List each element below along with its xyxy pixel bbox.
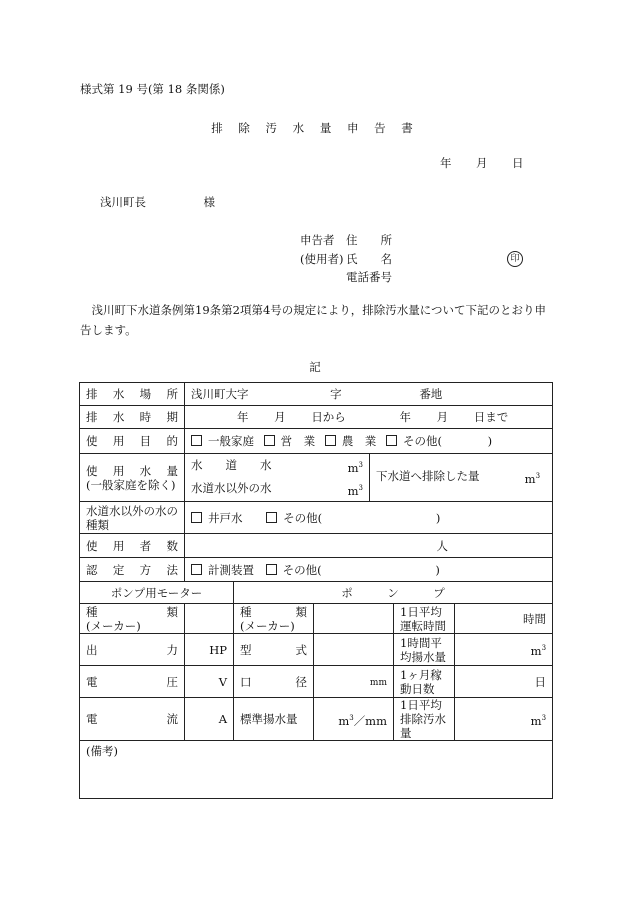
date-month: 月 [476, 156, 488, 170]
checkbox-icon[interactable] [266, 564, 277, 575]
row-type [80, 604, 553, 634]
model-label: 型 式 [234, 634, 314, 666]
voltage-value[interactable] [185, 666, 234, 698]
checkbox-icon[interactable] [266, 512, 277, 523]
purpose-option-label: 営 業 [280, 434, 316, 448]
purpose-options [185, 429, 553, 454]
period-label: 排 水 時 期 [80, 406, 185, 429]
row-other-water [80, 502, 553, 534]
pump-type-label [234, 604, 314, 634]
unit-sup: 3 [358, 460, 363, 469]
users-label: 使 用 者 数 [80, 534, 185, 558]
location-aza: 字 [330, 387, 342, 401]
std-pump-label: 標準揚水量 [234, 698, 314, 741]
document-title: 排 除 汚 水 量 申 告 書 [211, 121, 419, 135]
usage-water-row [185, 455, 369, 478]
unit-sup: 3 [535, 472, 541, 480]
declaration-table [79, 382, 553, 799]
usage-label-main: 使 用 水 量 [86, 463, 178, 478]
row-remarks [80, 741, 553, 799]
monthly-days-label: 1ヶ月稼動日数 [394, 666, 455, 698]
remarks-cell[interactable] [80, 741, 553, 799]
caliber-label: 口 径 [234, 666, 314, 698]
water-supply-unit [348, 458, 363, 475]
non-water-supply-cell[interactable] [185, 478, 369, 501]
motor-type-label-main: 種 類 [86, 604, 178, 619]
hourly-pump-value[interactable] [455, 634, 553, 666]
current-unit: A [218, 712, 227, 726]
addressee: 浅川町長 様 [100, 195, 215, 209]
location-label: 排 水 場 所 [80, 383, 185, 406]
checkbox-icon[interactable] [386, 435, 397, 446]
period-to-year: 年 [399, 410, 411, 424]
model-value[interactable] [314, 634, 394, 666]
row-period [80, 406, 553, 429]
phone-label: 電話番号 [346, 270, 392, 284]
voltage-unit: V [218, 674, 227, 689]
pump-header: ポ ン プ [234, 582, 553, 604]
other-water-well[interactable] [191, 511, 243, 525]
usage-nonwater-row [185, 478, 369, 501]
purpose-option-agriculture[interactable] [325, 434, 377, 448]
address-label: 住 所 [346, 233, 392, 247]
date-day: 日 [512, 156, 524, 170]
unit-sup: 3 [349, 713, 354, 722]
seal-icon: 印 [507, 251, 523, 267]
usage-label [80, 454, 185, 502]
row-users [80, 534, 553, 558]
unit-sup: 3 [541, 644, 547, 652]
row-voltage [80, 666, 553, 698]
motor-header: ポンプ用モーター [80, 582, 234, 604]
usage-amounts [185, 454, 370, 502]
users-value[interactable] [185, 534, 553, 558]
sewer-discharge-label: 下水道へ排除した量 [376, 469, 480, 483]
unit-sup: 3 [541, 713, 547, 722]
other-water-option-label: 井戸水 [208, 510, 243, 525]
checkbox-icon[interactable] [191, 435, 202, 446]
seal-mark [507, 250, 523, 267]
row-purpose [80, 429, 553, 454]
unit-m: m [347, 483, 359, 498]
period-from-day: 日から [311, 410, 346, 424]
usage-inner [185, 455, 369, 501]
checkbox-icon[interactable] [191, 564, 202, 575]
other-water-label: 水道水以外の水の種類 [80, 502, 185, 534]
users-unit: 人 [436, 538, 449, 553]
method-options [185, 558, 553, 582]
checkbox-icon[interactable] [264, 435, 275, 446]
purpose-option-label: その他( [402, 434, 442, 448]
unit-m: m [347, 460, 359, 475]
remarks-label: (備考) [86, 744, 118, 758]
unit-sup: 3 [358, 483, 363, 492]
motor-maker-label: (メーカー) [86, 618, 141, 633]
unit-m: m [338, 713, 350, 728]
method-label: 認 定 方 法 [80, 558, 185, 582]
unit-m: m [524, 472, 536, 486]
std-pump-unit: ／mm [353, 713, 387, 728]
purpose-close: ) [487, 434, 493, 448]
location-town: 浅川町大字 [191, 387, 249, 401]
motor-type-value[interactable] [185, 604, 234, 634]
checkbox-icon[interactable] [191, 512, 202, 523]
non-water-supply-label: 水道水以外の水 [191, 480, 272, 495]
method-option-label: 計測装置 [208, 562, 254, 577]
period-to-day: 日まで [473, 410, 509, 424]
daily-discharge-label: 1日平均排除汚水量 [394, 698, 455, 741]
other-water-other[interactable] [266, 511, 322, 525]
purpose-option-business[interactable] [264, 434, 316, 448]
form-number: 様式第 19 号(第 18 条関係) [80, 82, 225, 96]
other-water-close: ) [435, 510, 441, 525]
purpose-option-household[interactable] [191, 434, 254, 448]
period-from-year: 年 [237, 410, 249, 424]
method-meter[interactable] [191, 563, 254, 577]
period-from-month: 月 [274, 410, 286, 424]
row-current [80, 698, 553, 741]
method-other[interactable] [266, 563, 322, 577]
method-option-label: その他( [282, 562, 322, 577]
pump-type-label-main: 種 類 [240, 604, 307, 619]
pump-maker-label: (メーカー) [240, 618, 295, 633]
current-value[interactable] [185, 698, 234, 741]
ki-label: 記 [309, 360, 321, 374]
purpose-option-label: 農 業 [341, 434, 377, 448]
motor-type-label [80, 604, 185, 634]
purpose-label: 使 用 目 的 [80, 429, 185, 454]
purpose-option-label: 一般家庭 [208, 434, 254, 448]
method-close: ) [435, 562, 440, 577]
water-supply-label: 水 道 水 [191, 457, 272, 472]
output-unit: HP [209, 642, 227, 657]
location-value[interactable] [185, 383, 553, 406]
daily-discharge-value[interactable] [455, 698, 553, 741]
non-water-supply-unit [348, 481, 363, 498]
location-banchi: 番地 [419, 387, 443, 401]
current-label: 電 流 [80, 698, 185, 741]
row-usage [80, 454, 553, 502]
caliber-value[interactable] [314, 666, 394, 698]
sewer-discharge-unit [525, 469, 540, 486]
water-supply-cell[interactable] [185, 455, 369, 478]
body-text: 浅川町下水道条例第19条第2項第4号の規定により，排除汚水量について下記のとおり申告します。 [80, 303, 547, 337]
sewer-discharge-cell[interactable] [370, 454, 553, 502]
monthly-days-unit: 日 [534, 674, 547, 689]
output-value[interactable] [185, 634, 234, 666]
other-water-option-label: その他( [283, 510, 323, 525]
purpose-option-other[interactable] [386, 434, 442, 448]
row-location [80, 383, 553, 406]
period-value[interactable] [185, 406, 553, 429]
declarant-label: 申告者 [300, 233, 335, 247]
other-water-options [185, 502, 553, 534]
hourly-pump-label: 1時間平均揚水量 [394, 634, 455, 666]
unit-m: m [530, 644, 542, 658]
user-label: (使用者) [300, 252, 344, 266]
caliber-unit: mm [369, 677, 387, 688]
name-label: 氏 名 [346, 252, 392, 266]
monthly-days-value[interactable] [455, 666, 553, 698]
row-output [80, 634, 553, 666]
pump-type-value[interactable] [314, 604, 394, 634]
daily-run-unit: 時間 [523, 611, 547, 626]
period-to-month: 月 [436, 410, 449, 424]
usage-label-sub: (一般家庭を除く) [86, 477, 176, 492]
output-label: 出 力 [80, 634, 185, 666]
std-pump-value[interactable] [314, 698, 394, 741]
row-method [80, 558, 553, 582]
unit-m: m [530, 713, 542, 728]
daily-run-value[interactable] [455, 604, 553, 634]
row-equipment-headers [80, 582, 553, 604]
checkbox-icon[interactable] [325, 435, 336, 446]
voltage-label: 電 圧 [80, 666, 185, 698]
daily-run-label: 1日平均運転時間 [394, 604, 455, 634]
date-year: 年 [440, 156, 452, 170]
